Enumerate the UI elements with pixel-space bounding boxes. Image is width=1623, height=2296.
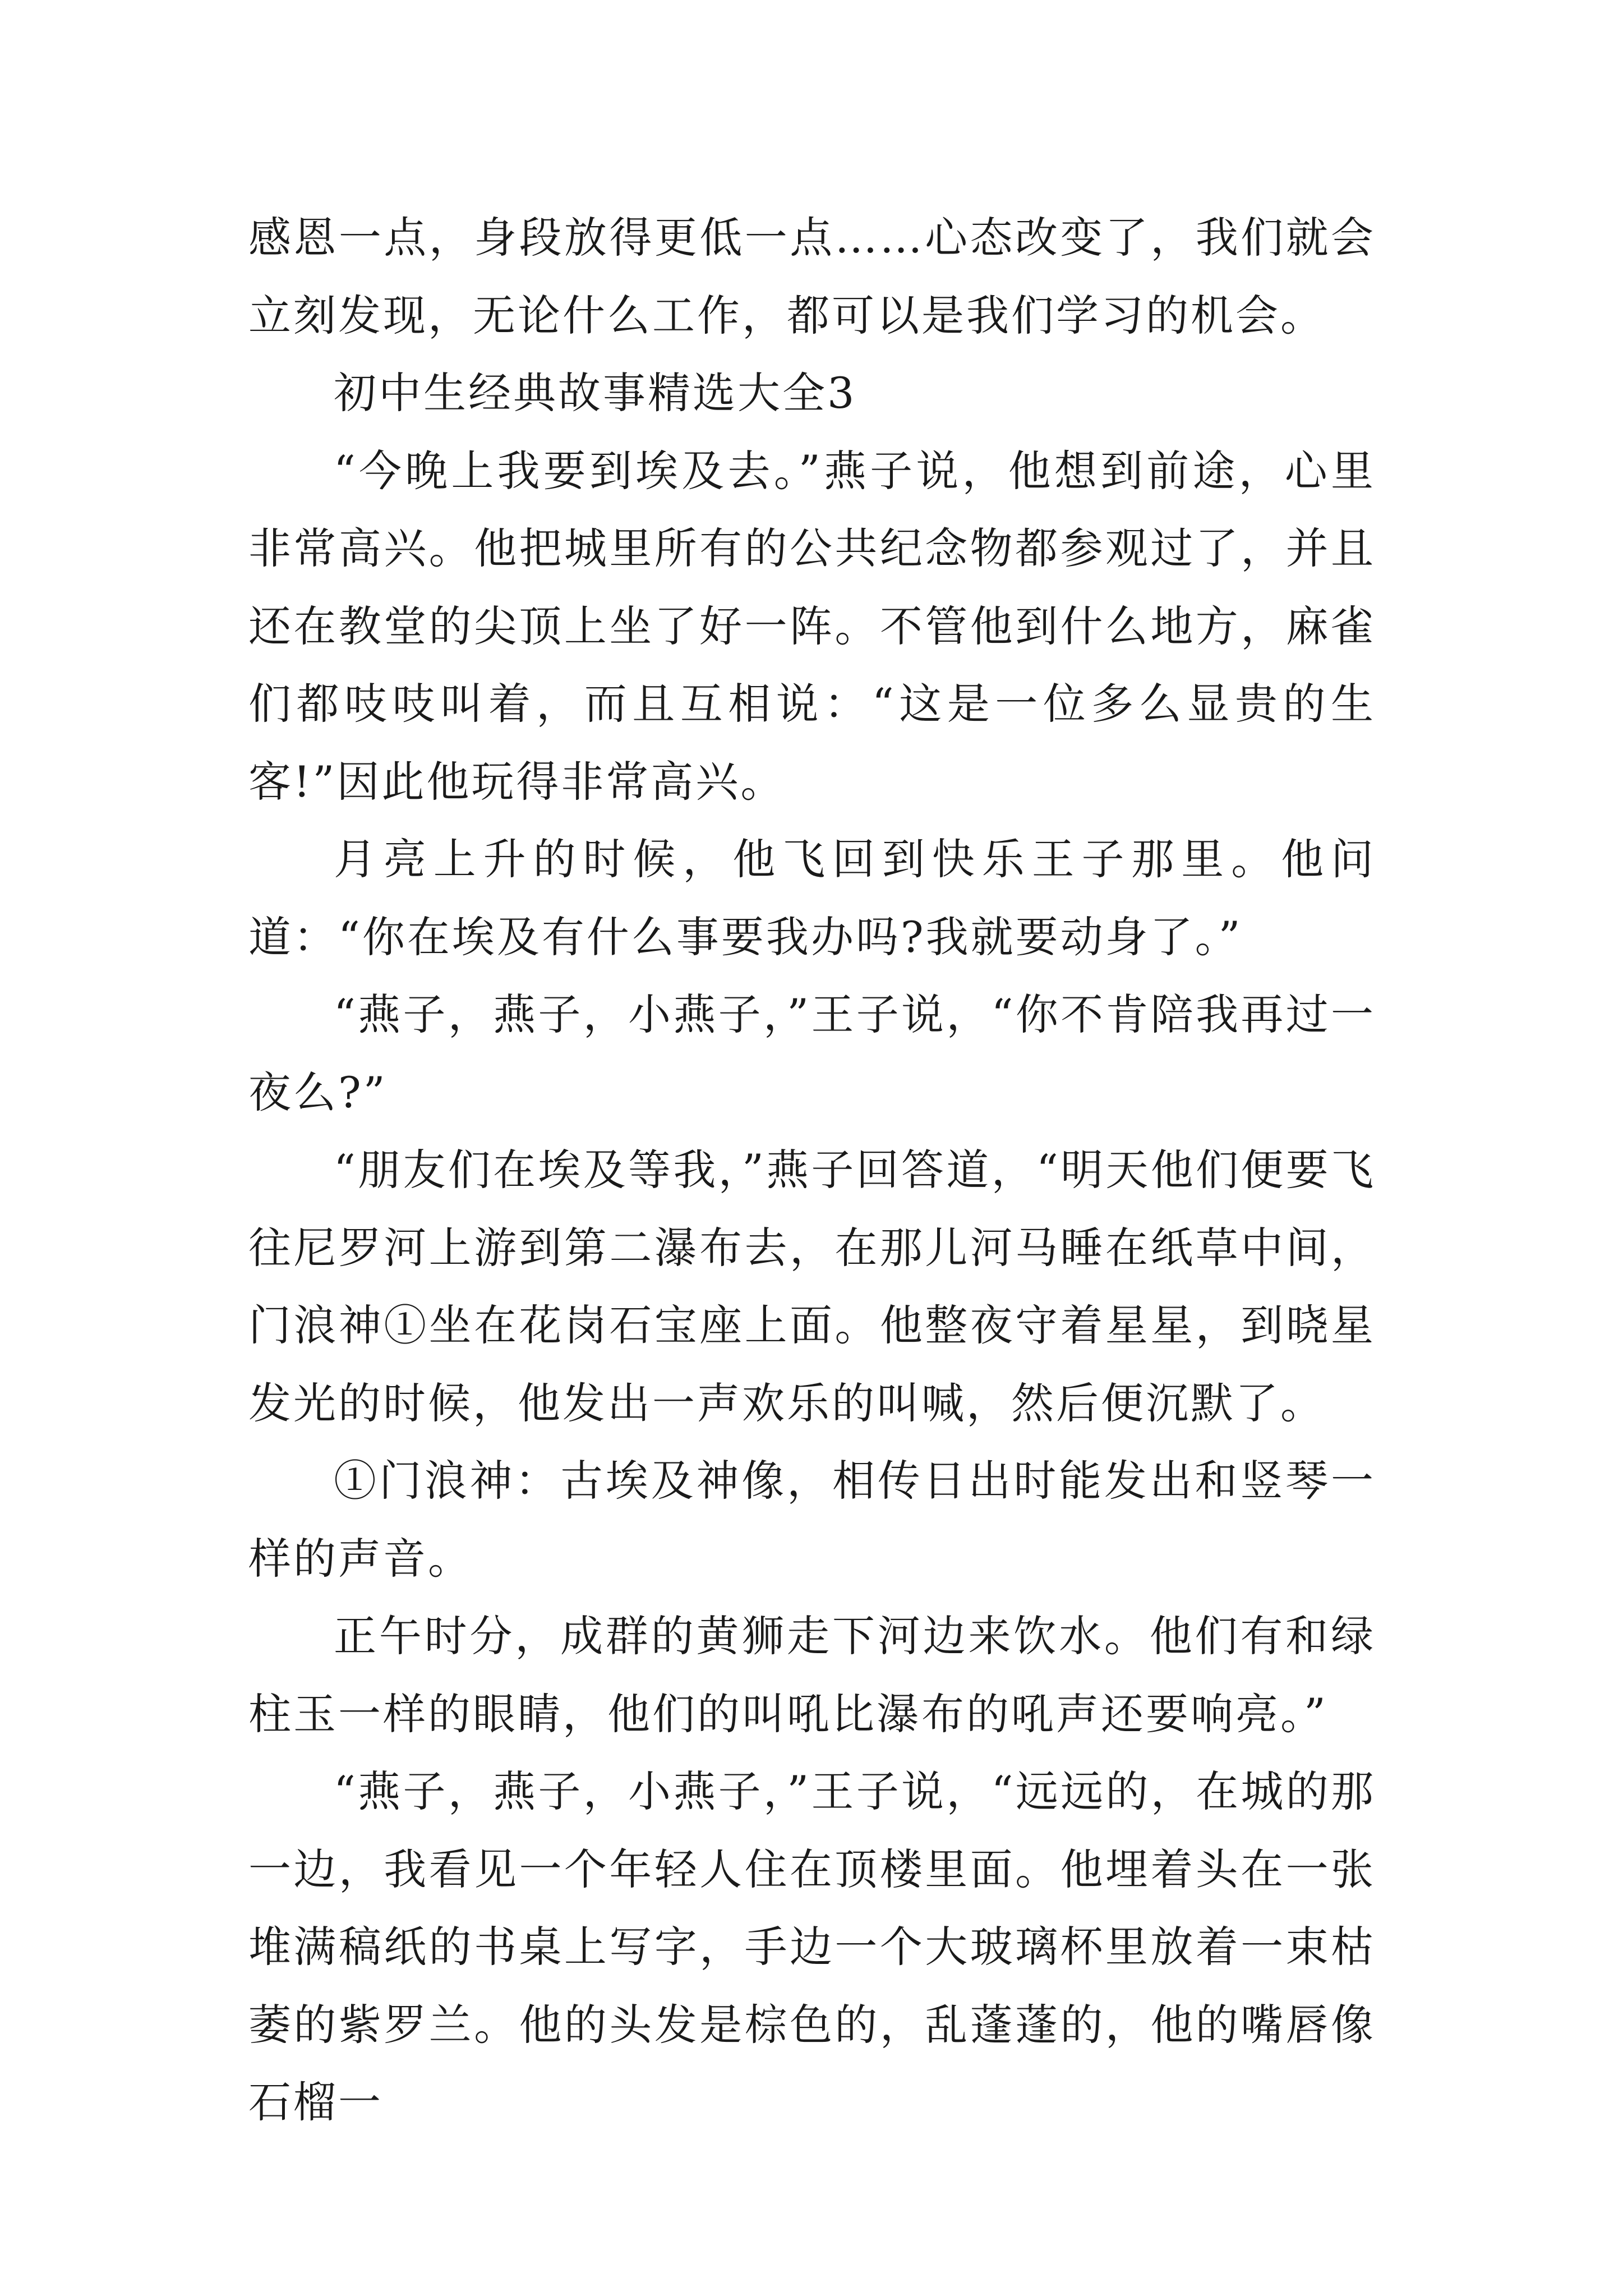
paragraph: 月亮上升的时候，他飞回到快乐王子那里。他问道：“你在埃及有什么事要我办吗?我就要动身了。”: [248, 834, 1376, 962]
paragraph-continuation: 感恩一点，身段放得更低一点……心态改变了，我们就会立刻发现，无论什么工作，都可以是我们学习的机会。: [248, 213, 1376, 341]
paragraph: “燕子，燕子，小燕子，”王子说，“你不肯陪我再过一夜么?”: [248, 990, 1376, 1117]
footnote: ①门浪神：古埃及神像，相传日出时能发出和竖琴一样的声音。: [248, 1456, 1376, 1584]
paragraph: 正午时分，成群的黄狮走下河边来饮水。他们有和绿柱玉一样的眼睛，他们的叫吼比瀑布的吼声还要响亮。”: [248, 1611, 1376, 1739]
paragraph: “今晚上我要到埃及去。”燕子说，他想到前途，心里非常高兴。他把城里所有的公共纪念物都参观过了，并且还在教堂的尖顶上坐了好一阵。不管他到什么地方，麻雀们都吱吱叫着，而且互相说：“这是一位多么显贵的生客!”因此他玩得非常高兴。: [248, 445, 1376, 807]
paragraph: “朋友们在埃及等我，”燕子回答道，“明天他们便要飞往尼罗河上游到第二瀑布去，在那儿河马睡在纸草中间，门浪神①坐在花岗石宝座上面。他整夜守着星星，到晓星发光的时候，他发出一声欢乐的叫喊，然后便沉默了。: [248, 1145, 1376, 1428]
body-text: [248, 199, 1376, 2142]
paragraph: “燕子，燕子，小燕子，”王子说，“远远的，在城的那一边，我看见一个年轻人住在顶楼里面。他埋着头在一张堆满稿纸的书桌上写字，手边一个大玻璃杯里放着一束枯萎的紫罗兰。他的头发是棕色的，乱蓬蓬的，他的嘴唇像石榴一: [248, 1766, 1376, 2127]
section-heading: 初中生经典故事精选大全3: [334, 368, 857, 418]
